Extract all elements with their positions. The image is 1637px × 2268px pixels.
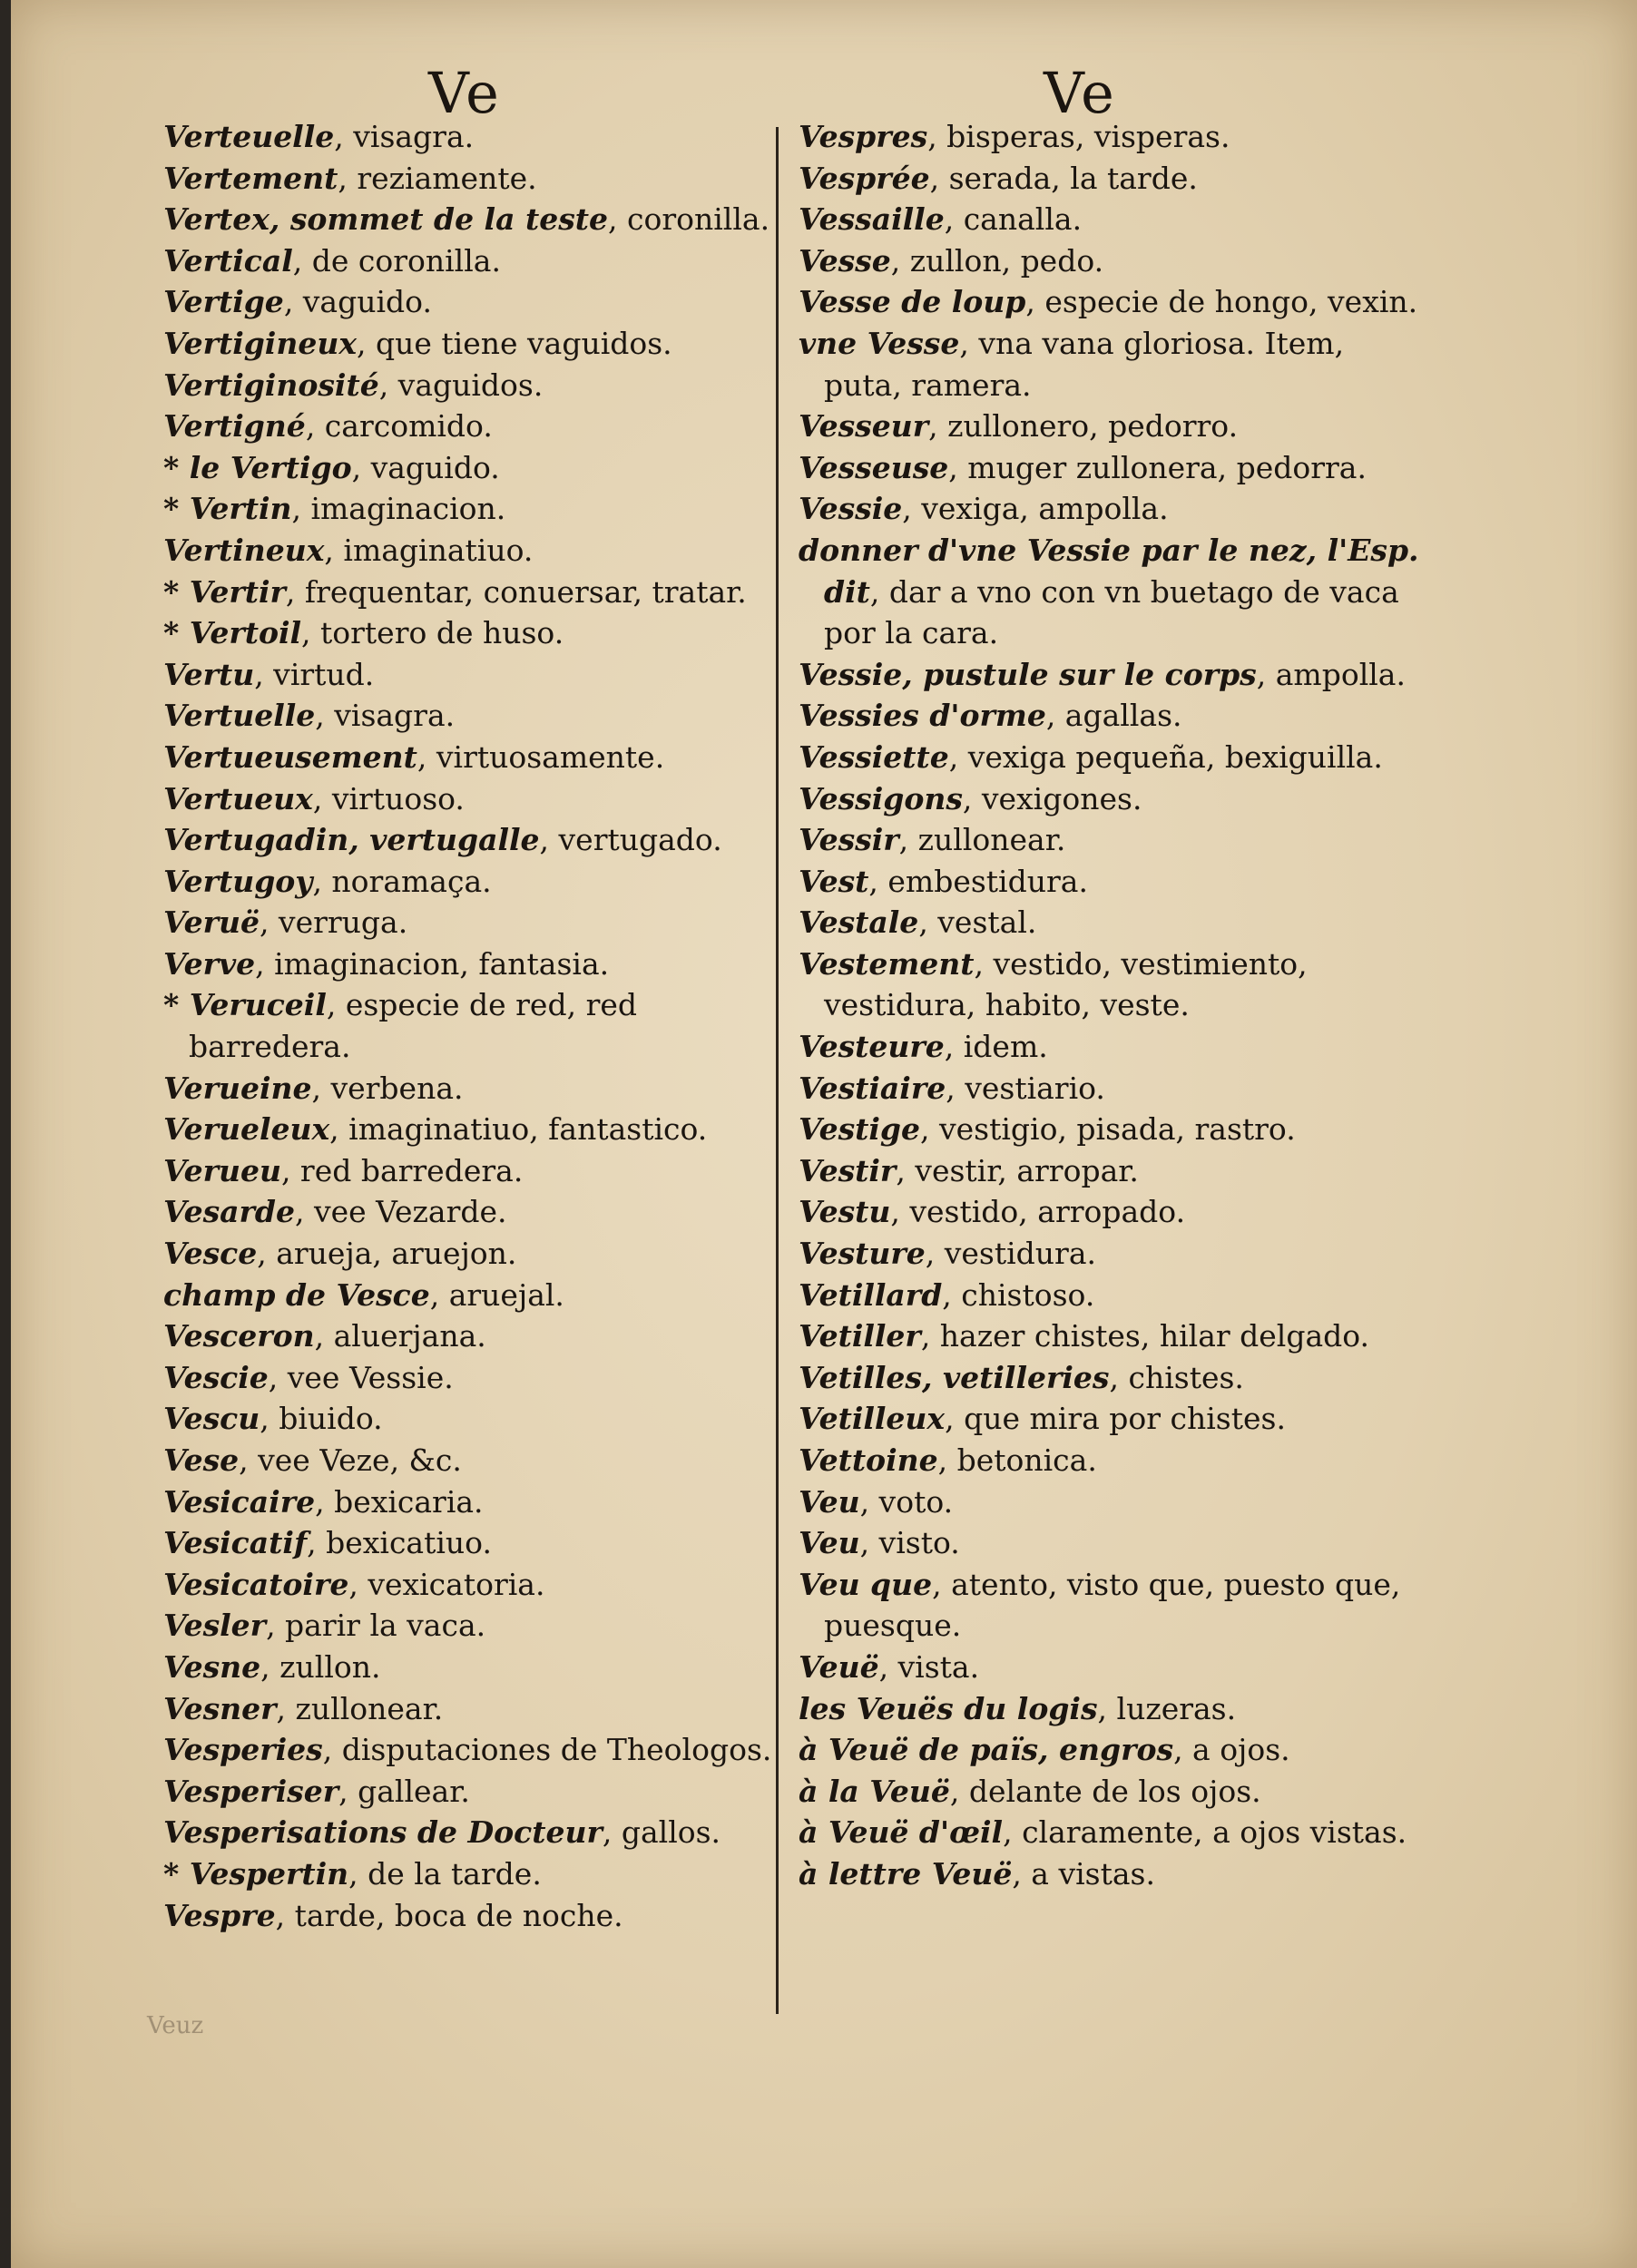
entry-definition: , vaguidos. (378, 367, 544, 403)
dictionary-entry (799, 240, 1425, 282)
entry-headword: Vertineux (163, 532, 325, 568)
entry-headword: Vesicatif (163, 1525, 308, 1561)
entry-headword: Vertu (163, 656, 255, 692)
dictionary-entry (163, 1481, 762, 1523)
entry-headword: Vertuelle (163, 698, 316, 734)
entry-headword: Vespres (799, 119, 928, 154)
entry-headword: donner d'vne Vessie par le nez, l'Esp. dit (799, 532, 1419, 610)
dictionary-entry (163, 1647, 762, 1688)
dictionary-entry (163, 1812, 762, 1853)
dictionary-entry (163, 1729, 772, 1771)
entry-definition: , voto. (859, 1483, 954, 1520)
dictionary-entry (799, 281, 1425, 323)
entry-headword: Vesperies (163, 1732, 323, 1768)
entry-definition: , luzeras. (1097, 1690, 1237, 1726)
dictionary-entry (163, 737, 762, 778)
entry-headword: Veu que (799, 1566, 933, 1602)
entry-headword: Vesse (799, 242, 891, 279)
entry-headword: Vescu (163, 1401, 260, 1437)
dictionary-entry (799, 488, 1425, 530)
dictionary-entry (163, 1522, 762, 1564)
dictionary-entry (163, 1233, 762, 1275)
dictionary-entry (163, 1895, 762, 1937)
entry-definition: , arueja, aruejon. (257, 1236, 517, 1272)
entry-definition: , aruejal. (429, 1276, 564, 1313)
entry-headword: Vertical (163, 242, 293, 279)
dictionary-entry (163, 1398, 762, 1440)
entry-definition: , vee Veze, &c. (239, 1442, 462, 1478)
dictionary-entry (163, 1688, 762, 1730)
entry-definition: , dar a vno con vn buetago de vaca por la cara. (824, 573, 1399, 651)
entry-headword: Vesler (163, 1608, 267, 1644)
entry-headword: Vessaille (799, 201, 945, 238)
entry-definition: , bexicatiuo. (307, 1525, 492, 1561)
entry-definition: , noramaça. (312, 863, 492, 899)
entry-headword: Vesseur (799, 408, 929, 445)
dictionary-entry (163, 323, 762, 365)
entry-headword: Vettoine (799, 1442, 938, 1478)
dictionary-entry (163, 447, 762, 489)
dictionary-entry (799, 654, 1425, 696)
dictionary-entry (163, 1275, 762, 1316)
entry-definition: , vaguido. (283, 284, 432, 320)
dictionary-entry (163, 695, 762, 737)
dictionary-entry (163, 530, 762, 572)
entry-headword: Vesteure (799, 1029, 945, 1065)
dictionary-entry (163, 1109, 762, 1150)
dictionary-entry (163, 1357, 762, 1399)
entry-headword: Vesse de loup (799, 284, 1026, 320)
entry-definition: , vestigio, pisada, rastro. (920, 1111, 1296, 1148)
entry-headword: Veu (799, 1525, 860, 1561)
entry-headword: Vetiller (799, 1318, 921, 1354)
dictionary-entry (799, 1026, 1425, 1068)
entry-headword: champ de Vesce (163, 1276, 430, 1313)
entry-definition: , muger zullonera, pedorra. (948, 449, 1367, 485)
dictionary-entry (799, 902, 1425, 943)
entry-definition: , virtuoso. (312, 780, 465, 816)
left-column (163, 116, 772, 1936)
entry-definition: , vestido, arropado. (890, 1194, 1186, 1230)
entry-headword: Verteuelle (163, 119, 335, 154)
entry-definition: , parir la vaca. (266, 1608, 486, 1644)
entry-headword: Vest (799, 863, 869, 899)
dictionary-entry (163, 612, 762, 654)
entry-definition: , vestal. (918, 904, 1037, 941)
entry-headword: Vesarde (163, 1194, 295, 1230)
entry-headword: Vesprée (799, 160, 930, 196)
dictionary-entry (799, 116, 1425, 158)
entry-definition: , zullon. (260, 1648, 381, 1685)
entry-headword: Vestige (799, 1111, 920, 1148)
entry-definition: , claramente, a ojos vistas. (1003, 1814, 1407, 1851)
dictionary-entry (163, 1191, 762, 1233)
dictionary-entry (163, 654, 762, 696)
entry-definition: , de coronilla. (292, 242, 501, 279)
entry-headword: Vesture (799, 1236, 926, 1272)
dictionary-entry (163, 819, 762, 861)
entry-definition: , verbena. (311, 1070, 464, 1106)
dictionary-entry (163, 984, 762, 1067)
entry-headword: Vestu (799, 1194, 891, 1230)
entry-definition: , virtuosamente. (417, 738, 665, 775)
dictionary-entry (799, 1398, 1425, 1440)
entry-definition: , vestido, vestimiento, vestidura, habito, veste. (824, 945, 1308, 1023)
entry-definition: , agallas. (1045, 698, 1182, 734)
dictionary-entry (163, 1564, 762, 1606)
entry-headword: Vesce (163, 1236, 258, 1272)
entry-headword: Verueleux (163, 1111, 330, 1148)
entry-headword: Vertiginosité (163, 367, 379, 403)
dictionary-entry (799, 406, 1425, 447)
entry-definition: , aluerjana. (314, 1318, 486, 1354)
entry-headword: Vestale (799, 904, 919, 941)
entry-definition: , betonica. (937, 1442, 1097, 1478)
dictionary-entry (163, 240, 762, 282)
dictionary-entry (163, 943, 762, 985)
entry-definition: , serada, la tarde. (929, 160, 1198, 196)
entry-headword: Vescie (163, 1359, 269, 1395)
entry-definition: , que tiene vaguidos. (357, 325, 672, 361)
running-header-right: Ve (1044, 60, 1116, 126)
entry-headword: les Veuës du logis (799, 1690, 1098, 1726)
dictionary-entry (163, 861, 762, 903)
dictionary-entry (799, 943, 1425, 1026)
dictionary-entry (799, 1191, 1425, 1233)
entry-headword: Vestir (799, 1152, 897, 1188)
entry-definition: , tortero de huso. (301, 615, 564, 651)
dictionary-entry (799, 819, 1425, 861)
entry-definition: , vaguido. (351, 449, 500, 485)
entry-definition: , bisperas, visperas. (927, 119, 1230, 154)
entry-definition: , vee Vezarde. (295, 1194, 507, 1230)
entry-headword: Verueine (163, 1070, 312, 1106)
dictionary-entry (163, 902, 762, 943)
dictionary-entry (799, 1564, 1425, 1647)
entry-definition: , vestidura. (925, 1236, 1097, 1272)
column-divider (776, 127, 779, 2014)
dictionary-entry (163, 1853, 762, 1895)
entry-headword: * Vertir (163, 573, 286, 610)
entry-headword: Vesicatoire (163, 1566, 349, 1602)
entry-definition: , coronilla. (608, 201, 770, 238)
entry-headword: * Vertin (163, 491, 292, 527)
entry-headword: Vesperiser (163, 1773, 339, 1809)
entry-definition: , vee Vessie. (268, 1359, 454, 1395)
entry-definition: , biuido. (260, 1401, 383, 1437)
entry-definition: , ampolla. (1256, 656, 1406, 692)
entry-definition: , chistes. (1109, 1359, 1244, 1395)
entry-headword: Vertige (163, 284, 284, 320)
entry-headword: Veruë (163, 904, 260, 941)
entry-headword: Vertigineux (163, 325, 358, 361)
dictionary-entry (799, 1357, 1425, 1399)
dictionary-entry (799, 1729, 1425, 1771)
entry-definition: , vertugado. (539, 822, 722, 858)
entry-headword: à la Veuë (799, 1773, 950, 1809)
entry-headword: Vesne (163, 1648, 261, 1685)
entry-headword: Vestiaire (799, 1070, 946, 1106)
dictionary-entry (799, 199, 1425, 240)
entry-headword: Veuë (799, 1648, 879, 1685)
entry-definition: , disputaciones de Theologos. (322, 1732, 772, 1768)
entry-headword: Veu (799, 1483, 860, 1520)
entry-definition: , zullonear. (276, 1690, 444, 1726)
entry-headword: Vestement (799, 945, 975, 982)
entry-definition: , visagra. (334, 119, 475, 154)
entry-definition: , chistoso. (942, 1276, 1095, 1313)
entry-headword: Vesceron (163, 1318, 315, 1354)
entry-definition: , visagra. (315, 698, 456, 734)
entry-headword: Vetilleux (799, 1401, 946, 1437)
dictionary-entry (799, 1315, 1425, 1357)
entry-definition: , red barredera. (280, 1152, 524, 1188)
entry-definition: , imaginacion. (291, 491, 506, 527)
entry-definition: , a ojos. (1173, 1732, 1290, 1768)
entry-definition: , vexigones. (962, 780, 1142, 816)
right-column (799, 116, 1425, 1895)
entry-headword: Vertement (163, 160, 338, 196)
dictionary-entry (799, 1853, 1425, 1895)
entry-headword: vne Vesse (799, 325, 960, 361)
entry-headword: Vesperisations de Docteur (163, 1814, 603, 1851)
entry-definition: , bexicaria. (315, 1483, 484, 1520)
dictionary-entry (799, 1688, 1425, 1730)
entry-headword: Vertueusement (163, 738, 417, 775)
dictionary-entry (163, 572, 762, 613)
entry-definition: , imaginacion, fantasia. (255, 945, 610, 982)
dictionary-entry (799, 1481, 1425, 1523)
entry-headword: Vetillard (799, 1276, 943, 1313)
entry-headword: à Veuë de païs, engros (799, 1732, 1174, 1768)
entry-definition: , zullon, pedo. (890, 242, 1104, 279)
dictionary-entry (163, 778, 762, 820)
dictionary-entry (799, 1068, 1425, 1110)
entry-definition: , de la tarde. (348, 1855, 542, 1892)
entry-definition: , hazer chistes, hilar delgado. (920, 1318, 1370, 1354)
entry-definition: , especie de hongo, vexin. (1025, 284, 1418, 320)
entry-headword: Vessiette (799, 738, 949, 775)
entry-definition: , reziamente. (338, 160, 537, 196)
entry-definition: , visto. (859, 1525, 960, 1561)
entry-definition: , vexicatoria. (348, 1566, 545, 1602)
dictionary-entry (163, 365, 762, 406)
dictionary-entry (799, 778, 1425, 820)
dictionary-entry (799, 1440, 1425, 1481)
entry-definition: , imaginatiuo. (324, 532, 534, 568)
dictionary-entry (163, 1440, 762, 1481)
dictionary-entry (163, 1771, 762, 1813)
entry-definition: , a vistas. (1012, 1855, 1155, 1892)
entry-definition: , virtud. (254, 656, 375, 692)
entry-headword: Vertigné (163, 408, 306, 445)
dictionary-entry (163, 281, 762, 323)
entry-definition: , verruga. (259, 904, 408, 941)
dictionary-entry (799, 1275, 1425, 1316)
entry-definition: , delante de los ojos. (949, 1773, 1261, 1809)
entry-headword: Vesner (163, 1690, 277, 1726)
entry-headword: Vese (163, 1442, 240, 1478)
entry-headword: Vertueux (163, 780, 313, 816)
dictionary-entry (799, 1233, 1425, 1275)
entry-definition: , imaginatiuo, fantastico. (329, 1111, 708, 1148)
entry-headword: Vessies d'orme (799, 698, 1046, 734)
dictionary-entry (163, 406, 762, 447)
entry-definition: , vna vana gloriosa. Item, puta, ramera. (824, 325, 1345, 403)
entry-headword: Verve (163, 945, 256, 982)
dictionary-entry (799, 1771, 1425, 1813)
entry-headword: à lettre Veuë (799, 1855, 1013, 1892)
entry-definition: , embestidura. (868, 863, 1088, 899)
entry-definition: , gallos. (602, 1814, 721, 1851)
dictionary-entry (799, 695, 1425, 737)
entry-headword: Vertugadin, vertugalle (163, 822, 540, 858)
dictionary-entry (799, 737, 1425, 778)
entry-headword: Vessie (799, 491, 903, 527)
entry-definition: , atento, visto que, puesto que, puesque. (824, 1566, 1401, 1644)
entry-definition: , zullonear. (898, 822, 1066, 858)
entry-definition: , vestir, arropar. (896, 1152, 1139, 1188)
dictionary-entry (163, 199, 770, 240)
entry-headword: à Veuë d'œil (799, 1814, 1004, 1851)
dictionary-entry (799, 1109, 1425, 1150)
entry-definition: , canalla. (944, 201, 1083, 238)
dictionary-entry (163, 1068, 762, 1110)
dictionary-entry (799, 1647, 1425, 1688)
entry-definition: , que mira por chistes. (945, 1401, 1286, 1437)
running-header-left: Ve (428, 60, 501, 126)
dictionary-page (11, 0, 1637, 2268)
entry-headword: Verueu (163, 1152, 281, 1188)
dictionary-entry (799, 1522, 1425, 1564)
dictionary-entry (163, 1605, 762, 1647)
dictionary-entry (799, 1150, 1425, 1192)
dictionary-entry (799, 158, 1425, 200)
entry-definition: , idem. (944, 1029, 1048, 1065)
entry-definition: , gallear. (338, 1773, 470, 1809)
entry-headword: Vespre (163, 1897, 276, 1933)
dictionary-entry (799, 447, 1425, 489)
entry-headword: * Vespertin (163, 1855, 349, 1892)
entry-headword: Vessie, pustule sur le corps (799, 656, 1257, 692)
entry-headword: Vertugoy (163, 863, 313, 899)
entry-definition: , carcomido. (305, 408, 493, 445)
entry-headword: * Vertoil (163, 615, 302, 651)
entry-definition: , tarde, boca de noche. (275, 1897, 623, 1933)
dictionary-entry (163, 1315, 762, 1357)
dictionary-entry (799, 1812, 1425, 1853)
entry-headword: Vessir (799, 822, 899, 858)
entry-definition: , vestiario. (946, 1070, 1105, 1106)
entry-definition: , vexiga pequeña, bexiguilla. (948, 738, 1383, 775)
entry-definition: , zullonero, pedorro. (928, 408, 1239, 445)
entry-headword: Vertex, sommet de la teste (163, 201, 609, 238)
dictionary-entry (799, 323, 1425, 406)
entry-headword: * Veruceil (163, 987, 327, 1023)
catchword: Veuz (147, 2012, 204, 2039)
dictionary-entry (163, 116, 762, 158)
dictionary-entry (163, 488, 762, 530)
entry-definition: , vexiga, ampolla. (902, 491, 1169, 527)
dictionary-entry (799, 861, 1425, 903)
entry-headword: Vetilles, vetilleries (799, 1359, 1110, 1395)
entry-headword: * le Vertigo (163, 449, 352, 485)
entry-headword: Vesseuse (799, 449, 949, 485)
entry-definition: , frequentar, conuersar, tratar. (285, 573, 747, 610)
entry-definition: , vista. (878, 1648, 980, 1685)
dictionary-entry (799, 530, 1425, 654)
entry-definition: , especie de red, red barredera. (189, 987, 637, 1065)
entry-headword: Vessigons (799, 780, 963, 816)
dictionary-entry (163, 1150, 762, 1192)
entry-headword: Vesicaire (163, 1483, 316, 1520)
dictionary-entry (163, 158, 762, 200)
